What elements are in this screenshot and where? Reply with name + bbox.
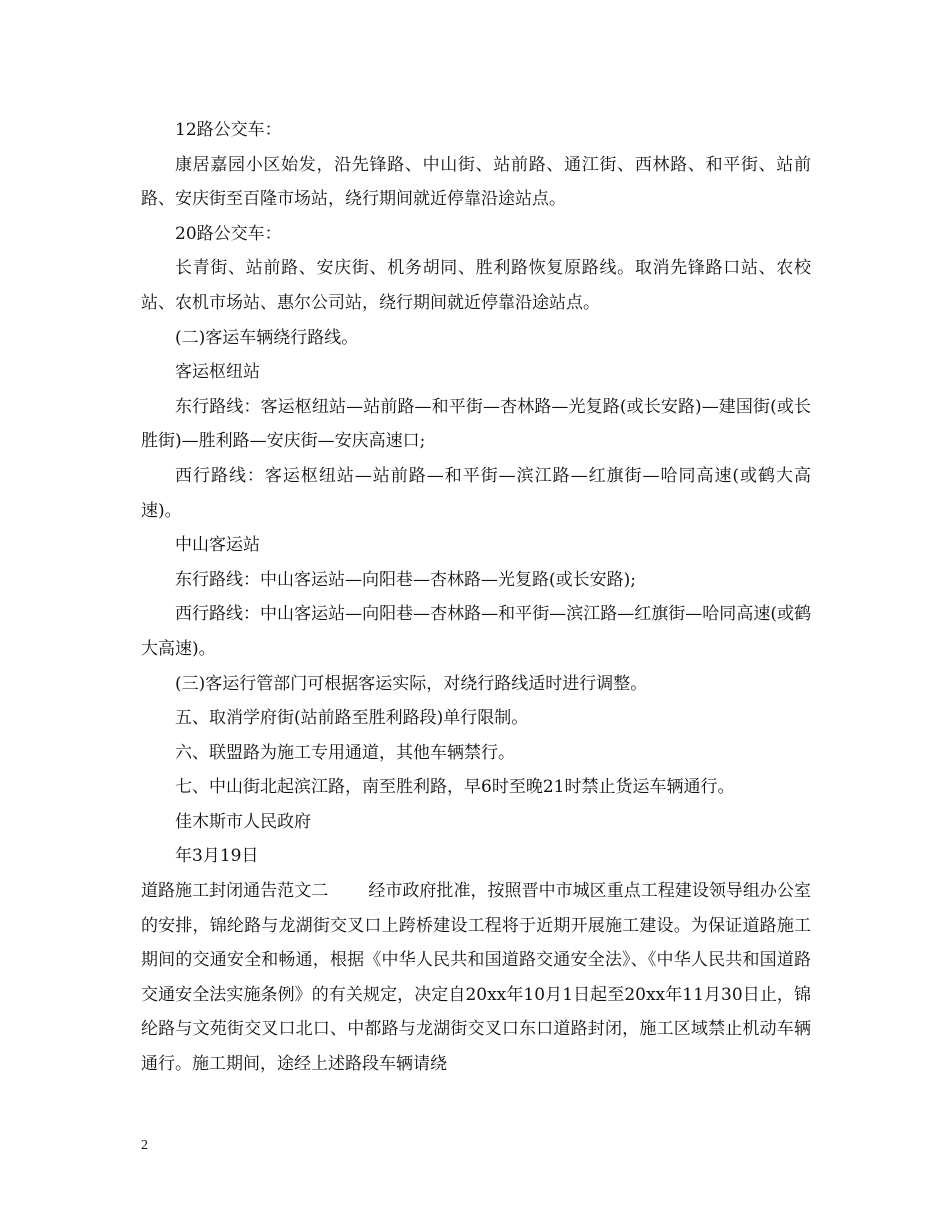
section-body: 经市政府批准，按照晋中市城区重点工程建设领导组办公室的安排，锦纶路与龙湖街交叉口上跨桥建设工程将于近期开展施工建设。为保证道路施工期间的交通安全和畅通，根据《中华人民共和国道路交通安全法》、《中华人民共和国道路交通安全法实施条例》的有关规定，决定自20xx年10月1日起至20xx年11月30日止，锦纶路与文苑街交叉口北口、中都路与龙湖街交叉口东口道路封闭，施工区域禁止机动车辆通行。施工期间，途经上述路段车辆请绕 [141, 881, 811, 1075]
paragraph: 12路公交车： [175, 120, 282, 140]
paragraph: 中山客运站 [175, 535, 260, 556]
paragraph: 东行路线：客运枢纽站—站前路—和平街—杏林路—光复路(或长安路)—建国街(或长胜街)—胜利路—安庆街—安庆高速口; [141, 396, 811, 452]
page-number: 2 [141, 1138, 148, 1153]
paragraph: (三)客运行管部门可根据客运实际，对绕行路线适时进行调整。 [175, 673, 648, 694]
paragraph: 五、取消学府街(站前路至胜利路段)单行限制。 [175, 708, 529, 729]
paragraph: 20路公交车： [175, 223, 282, 244]
paragraph: 西行路线：中山客运站—向阳巷—杏林路—和平街—滨江路—红旗街—哈同高速(或鹤大高速)。 [141, 604, 811, 659]
signature-org: 佳木斯市人民政府 [175, 811, 311, 832]
paragraph: 七、中山街北起滨江路，南至胜利路，早6时至晚21时禁止货运车辆通行。 [175, 777, 735, 798]
signature-date: 年3月19日 [175, 846, 259, 867]
paragraph: 六、联盟路为施工专用通道，其他车辆禁行。 [175, 742, 515, 763]
paragraph: 东行路线：中山客运站—向阳巷—杏林路—光复路(或长安路); [175, 569, 636, 590]
paragraph: 康居嘉园小区始发，沿先锋路、中山街、站前路、通江街、西林路、和平街、站前路、安庆街至百隆市场站，绕行期间就近停靠沿途站点。 [141, 154, 811, 210]
paragraph: 长青街、站前路、安庆街、机务胡同、胜利路恢复原路线。取消先锋路口站、农校站、农机市场站、惠尔公司站，绕行期间就近停靠沿途站点。 [141, 258, 811, 313]
paragraph: 西行路线：客运枢纽站—站前路—和平街—滨江路—红旗街—哈同高速(或鹤大高速)。 [141, 465, 811, 521]
document-body [141, 113, 811, 1082]
section-title: 道路施工封闭通告范文二 [141, 881, 329, 902]
paragraph: (二)客运车辆绕行路线。 [175, 327, 359, 348]
section-paragraph [141, 874, 811, 1082]
paragraph: 客运枢纽站 [175, 362, 260, 383]
